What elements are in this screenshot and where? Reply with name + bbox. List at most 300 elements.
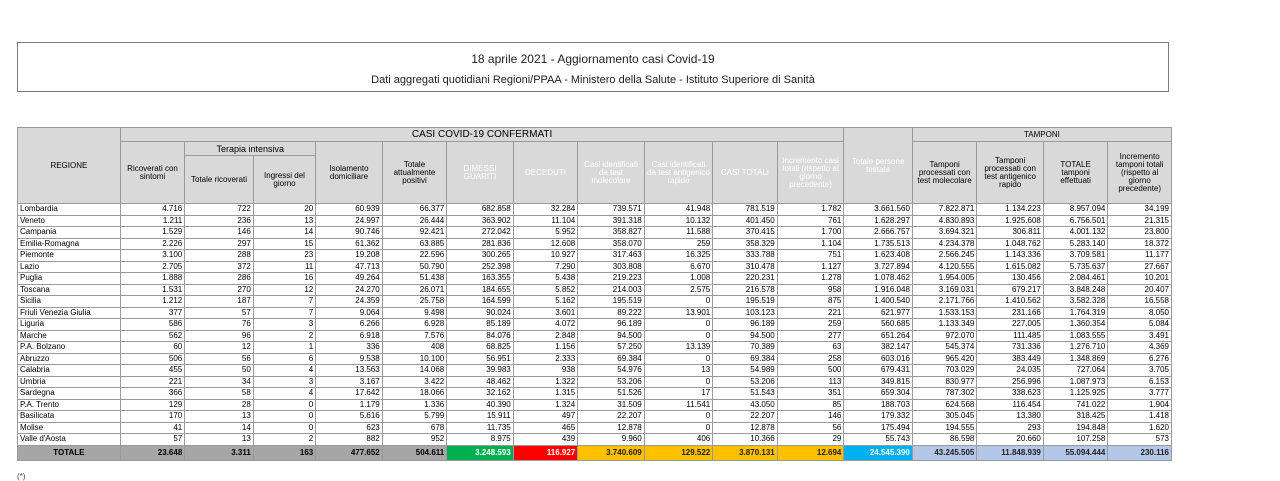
- table-cell: 2.848: [513, 330, 577, 342]
- table-cell: 221: [777, 307, 844, 319]
- table-cell: 3.582.328: [1043, 296, 1107, 308]
- table-cell: 236: [185, 215, 254, 227]
- region-name: Marche: [18, 330, 121, 342]
- table-cell: 14: [253, 227, 315, 239]
- table-cell: 31.509: [578, 399, 645, 411]
- table-cell: 545.374: [912, 342, 976, 354]
- table-cell: 24.359: [316, 296, 383, 308]
- table-cell: 300.265: [447, 250, 514, 262]
- table-row: [18, 330, 1172, 342]
- table-cell: 9.064: [316, 307, 383, 319]
- table-cell: 1.179: [316, 399, 383, 411]
- table-cell: 50: [185, 365, 254, 377]
- table-cell: 2.575: [644, 284, 713, 296]
- table-cell: 682.858: [447, 204, 514, 216]
- region-name: Lazio: [18, 261, 121, 273]
- table-cell: 20.660: [977, 434, 1044, 446]
- table-cell: 3.601: [513, 307, 577, 319]
- table-cell: 6.756.501: [1043, 215, 1107, 227]
- table-cell: 8.975: [447, 434, 514, 446]
- total-cell: 477.652: [316, 445, 383, 460]
- table-cell: 0: [253, 399, 315, 411]
- table-cell: 6.153: [1108, 376, 1172, 388]
- table-cell: 318.425: [1043, 411, 1107, 423]
- table-cell: 349.815: [844, 376, 913, 388]
- table-cell: 5.283.140: [1043, 238, 1107, 250]
- table-cell: 63: [777, 342, 844, 354]
- table-cell: 1.533.153: [912, 307, 976, 319]
- table-cell: 958: [777, 284, 844, 296]
- table-cell: 53.206: [578, 376, 645, 388]
- table-cell: 938: [513, 365, 577, 377]
- total-cell: 12.694: [777, 445, 844, 460]
- table-cell: 57: [185, 307, 254, 319]
- header-persone-testate: Totale persone testate: [844, 128, 913, 204]
- region-name: Veneto: [18, 215, 121, 227]
- table-cell: 219.223: [578, 273, 645, 285]
- table-cell: 51.526: [578, 388, 645, 400]
- table-cell: 170: [120, 411, 184, 423]
- table-cell: 146: [185, 227, 254, 239]
- table-cell: 1.400.540: [844, 296, 913, 308]
- region-name: P.A. Trento: [18, 399, 121, 411]
- table-cell: 952: [382, 434, 446, 446]
- table-cell: 281.836: [447, 238, 514, 250]
- header-tamp-ant: Tamponi processati con test antigenico rapido: [977, 142, 1044, 204]
- region-name: Sardegna: [18, 388, 121, 400]
- table-cell: 34.199: [1108, 204, 1172, 216]
- table-cell: 377: [120, 307, 184, 319]
- table-cell: 22.596: [382, 250, 446, 262]
- table-cell: 4.072: [513, 319, 577, 331]
- table-cell: 26.444: [382, 215, 446, 227]
- table-cell: 107.258: [1043, 434, 1107, 446]
- title-box: [17, 42, 1169, 92]
- table-cell: 4: [253, 388, 315, 400]
- table-cell: 25.758: [382, 296, 446, 308]
- table-cell: 111.485: [977, 330, 1044, 342]
- table-cell: 256.996: [977, 376, 1044, 388]
- region-name: Lombardia: [18, 204, 121, 216]
- covid-data-table: [17, 127, 1172, 461]
- table-cell: 10.366: [713, 434, 777, 446]
- table-cell: 0: [253, 411, 315, 423]
- table-cell: 259: [777, 319, 844, 331]
- table-cell: 370.415: [713, 227, 777, 239]
- table-cell: 13.139: [644, 342, 713, 354]
- table-cell: 363.902: [447, 215, 514, 227]
- table-cell: 270: [185, 284, 254, 296]
- table-cell: 1.782: [777, 204, 844, 216]
- table-body: [18, 204, 1172, 461]
- table-cell: 17: [644, 388, 713, 400]
- table-cell: 19.208: [316, 250, 383, 262]
- table-cell: 188.703: [844, 399, 913, 411]
- table-cell: 465: [513, 422, 577, 434]
- table-cell: 3.661.560: [844, 204, 913, 216]
- table-cell: 573: [1108, 434, 1172, 446]
- table-cell: 1.735.513: [844, 238, 913, 250]
- table-cell: 94.500: [578, 330, 645, 342]
- table-cell: 1.134.223: [977, 204, 1044, 216]
- table-row: [18, 307, 1172, 319]
- table-cell: 195.519: [713, 296, 777, 308]
- table-cell: 24.997: [316, 215, 383, 227]
- table-cell: 358.827: [578, 227, 645, 239]
- table-cell: 333.788: [713, 250, 777, 262]
- total-cell: 129.522: [644, 445, 713, 460]
- table-cell: 11.541: [644, 399, 713, 411]
- table-cell: 34: [185, 376, 254, 388]
- total-cell: 163: [253, 445, 315, 460]
- table-cell: 5.952: [513, 227, 577, 239]
- table-cell: 4.234.378: [912, 238, 976, 250]
- table-cell: 175.494: [844, 422, 913, 434]
- table-cell: 703.029: [912, 365, 976, 377]
- table-cell: 24.270: [316, 284, 383, 296]
- header-deceduti: DECEDUTI: [513, 142, 577, 204]
- table-cell: 406: [644, 434, 713, 446]
- table-cell: 48.462: [447, 376, 514, 388]
- table-cell: 366: [120, 388, 184, 400]
- table-cell: 32.162: [447, 388, 514, 400]
- table-cell: 57.250: [578, 342, 645, 354]
- table-cell: 679.431: [844, 365, 913, 377]
- region-name: Piemonte: [18, 250, 121, 262]
- table-cell: 391.318: [578, 215, 645, 227]
- table-cell: 195.519: [578, 296, 645, 308]
- table-cell: 63.885: [382, 238, 446, 250]
- header-molecolare: Casi identificati da test molecolare: [578, 142, 645, 204]
- table-cell: 227.005: [977, 319, 1044, 331]
- table-cell: 3.705: [1108, 365, 1172, 377]
- table-row: [18, 261, 1172, 273]
- table-cell: 15: [253, 238, 315, 250]
- table-cell: 2: [253, 434, 315, 446]
- table-cell: 60: [120, 342, 184, 354]
- table-cell: 1.143.336: [977, 250, 1044, 262]
- table-cell: 506: [120, 353, 184, 365]
- table-cell: 68.825: [447, 342, 514, 354]
- header-incremento: Incremento casi totali (rispetto al giorno precedente): [777, 142, 844, 204]
- table-cell: 164.599: [447, 296, 514, 308]
- table-cell: 3: [253, 319, 315, 331]
- table-cell: 621.977: [844, 307, 913, 319]
- table-cell: 1.048.762: [977, 238, 1044, 250]
- table-cell: 1.620: [1108, 422, 1172, 434]
- table-cell: 85: [777, 399, 844, 411]
- table-row: [18, 319, 1172, 331]
- table-cell: 3.169.031: [912, 284, 976, 296]
- table-cell: 90.746: [316, 227, 383, 239]
- table-cell: 2.171.766: [912, 296, 976, 308]
- table-cell: 50.790: [382, 261, 446, 273]
- region-name: Liguria: [18, 319, 121, 331]
- table-cell: 1.087.973: [1043, 376, 1107, 388]
- table-cell: 96.189: [578, 319, 645, 331]
- table-cell: 130.456: [977, 273, 1044, 285]
- table-cell: 5.438: [513, 273, 577, 285]
- table-cell: 54.989: [713, 365, 777, 377]
- header-tamp-incr: Incremento tamponi totali (rispetto al giorno precedente): [1108, 142, 1172, 204]
- table-cell: 53.206: [713, 376, 777, 388]
- table-cell: 11.588: [644, 227, 713, 239]
- table-cell: 5.735.637: [1043, 261, 1107, 273]
- total-cell: 3.740.609: [578, 445, 645, 460]
- table-cell: 51.543: [713, 388, 777, 400]
- table-cell: 401.450: [713, 215, 777, 227]
- total-cell: 3.870.131: [713, 445, 777, 460]
- table-cell: 305.045: [912, 411, 976, 423]
- table-cell: 13: [644, 365, 713, 377]
- table-cell: 297: [185, 238, 254, 250]
- table-cell: 12: [253, 284, 315, 296]
- table-cell: 3.777: [1108, 388, 1172, 400]
- header-ti-ingressi: Ingressi del giorno: [253, 156, 315, 204]
- table-cell: 57: [120, 434, 184, 446]
- header-ti-totale: Totale ricoverati: [185, 156, 254, 204]
- table-cell: 258: [777, 353, 844, 365]
- table-cell: 13: [253, 215, 315, 227]
- table-cell: 61.362: [316, 238, 383, 250]
- table-cell: 1.104: [777, 238, 844, 250]
- table-row: [18, 342, 1172, 354]
- table-cell: 216.578: [713, 284, 777, 296]
- table-cell: 2.226: [120, 238, 184, 250]
- table-cell: 18.372: [1108, 238, 1172, 250]
- table-cell: 84.076: [447, 330, 514, 342]
- table-cell: 20.407: [1108, 284, 1172, 296]
- table-cell: 2: [253, 330, 315, 342]
- header-regione: REGIONE: [18, 128, 121, 204]
- table-cell: 1.954.005: [912, 273, 976, 285]
- table-cell: 1.083.555: [1043, 330, 1107, 342]
- total-cell: 3.311: [185, 445, 254, 460]
- table-cell: 11: [253, 261, 315, 273]
- report-subtitle: Dati aggregati quotidiani Regioni/PPAA - Ministero della Salute - Istituto Superiore di Sanità: [371, 74, 815, 86]
- table-cell: 286: [185, 273, 254, 285]
- table-cell: 4.716: [120, 204, 184, 216]
- table-cell: 16.558: [1108, 296, 1172, 308]
- table-cell: 372: [185, 261, 254, 273]
- table-row: [18, 411, 1172, 423]
- table-cell: 0: [644, 330, 713, 342]
- total-cell: 24.545.390: [844, 445, 913, 460]
- table-cell: 310.478: [713, 261, 777, 273]
- table-cell: 12.608: [513, 238, 577, 250]
- table-cell: 358.329: [713, 238, 777, 250]
- table-cell: 5.162: [513, 296, 577, 308]
- table-cell: 214.003: [578, 284, 645, 296]
- table-cell: 55.743: [844, 434, 913, 446]
- table-cell: 338.623: [977, 388, 1044, 400]
- region-name: P.A. Bolzano: [18, 342, 121, 354]
- table-cell: 17.642: [316, 388, 383, 400]
- table-cell: 741.022: [1043, 399, 1107, 411]
- table-row: [18, 296, 1172, 308]
- table-cell: 1.628.297: [844, 215, 913, 227]
- header-dimessi: DIMESSI GUARITI: [447, 142, 514, 204]
- table-cell: 0: [644, 411, 713, 423]
- table-cell: 306.811: [977, 227, 1044, 239]
- table-cell: 13.901: [644, 307, 713, 319]
- table-cell: 0: [644, 296, 713, 308]
- table-cell: 58: [185, 388, 254, 400]
- table-cell: 5.852: [513, 284, 577, 296]
- region-name: Umbria: [18, 376, 121, 388]
- table-cell: 2.566.245: [912, 250, 976, 262]
- table-cell: 1.156: [513, 342, 577, 354]
- table-cell: 221: [120, 376, 184, 388]
- table-cell: 408: [382, 342, 446, 354]
- table-cell: 455: [120, 365, 184, 377]
- header-tamp-tot: TOTALE tamponi effettuati: [1043, 142, 1107, 204]
- table-cell: 1: [253, 342, 315, 354]
- table-cell: 5.616: [316, 411, 383, 423]
- table-cell: 6.266: [316, 319, 383, 331]
- table-cell: 317.463: [578, 250, 645, 262]
- table-cell: 103.123: [713, 307, 777, 319]
- table-cell: 47.713: [316, 261, 383, 273]
- table-cell: 13.380: [977, 411, 1044, 423]
- total-cell: 3.248.593: [447, 445, 514, 460]
- table-cell: 603.016: [844, 353, 913, 365]
- table-cell: 1.925.608: [977, 215, 1044, 227]
- table-cell: 194.848: [1043, 422, 1107, 434]
- table-cell: 303.808: [578, 261, 645, 273]
- table-cell: 727.064: [1043, 365, 1107, 377]
- table-cell: 3.100: [120, 250, 184, 262]
- table-cell: 1.278: [777, 273, 844, 285]
- table-row: [18, 422, 1172, 434]
- header-casi-group: CASI COVID-19 CONFERMATI: [120, 128, 844, 142]
- table-cell: 3.727.894: [844, 261, 913, 273]
- total-row: [18, 445, 1172, 460]
- table-cell: 69.384: [578, 353, 645, 365]
- table-cell: 21.315: [1108, 215, 1172, 227]
- table-cell: 56.951: [447, 353, 514, 365]
- table-cell: 623: [316, 422, 383, 434]
- table-cell: 22.207: [578, 411, 645, 423]
- table-row: [18, 204, 1172, 216]
- header-attuali: Totale attualmente positivi: [382, 142, 446, 204]
- table-cell: 11.735: [447, 422, 514, 434]
- table-cell: 1.078.462: [844, 273, 913, 285]
- table-cell: 66.377: [382, 204, 446, 216]
- table-cell: 56: [777, 422, 844, 434]
- table-cell: 13.563: [316, 365, 383, 377]
- table-cell: 3.694.321: [912, 227, 976, 239]
- table-cell: 89.222: [578, 307, 645, 319]
- table-cell: 26.071: [382, 284, 446, 296]
- region-name: Campania: [18, 227, 121, 239]
- table-cell: 2.084.461: [1043, 273, 1107, 285]
- table-cell: 96: [185, 330, 254, 342]
- table-cell: 4.369: [1108, 342, 1172, 354]
- table-cell: 20: [253, 204, 315, 216]
- table-row: [18, 238, 1172, 250]
- table-cell: 41.948: [644, 204, 713, 216]
- table-cell: 0: [253, 422, 315, 434]
- table-cell: 51.438: [382, 273, 446, 285]
- table-cell: 1.133.349: [912, 319, 976, 331]
- table-cell: 965.420: [912, 353, 976, 365]
- table-cell: 731.336: [977, 342, 1044, 354]
- table-cell: 129: [120, 399, 184, 411]
- table-cell: 882: [316, 434, 383, 446]
- table-cell: 0: [644, 319, 713, 331]
- table-cell: 1.916.048: [844, 284, 913, 296]
- region-name: Basilicata: [18, 411, 121, 423]
- table-cell: 586: [120, 319, 184, 331]
- header-isolamento: Isolamento domiciliare: [316, 142, 383, 204]
- region-name: Valle d'Aosta: [18, 434, 121, 446]
- total-label: TOTALE: [18, 445, 121, 460]
- header-casi-totali: CASI TOTALI: [713, 142, 777, 204]
- table-cell: 7: [253, 307, 315, 319]
- table-cell: 651.264: [844, 330, 913, 342]
- table-row: [18, 376, 1172, 388]
- table-row: [18, 365, 1172, 377]
- table-cell: 1.904: [1108, 399, 1172, 411]
- table-cell: 3.491: [1108, 330, 1172, 342]
- report-title: 18 aprile 2021 - Aggiornamento casi Covid-19: [471, 52, 715, 66]
- table-cell: 113: [777, 376, 844, 388]
- table-cell: 1.212: [120, 296, 184, 308]
- table-cell: 16.325: [644, 250, 713, 262]
- table-cell: 23.800: [1108, 227, 1172, 239]
- table-cell: 4.830.893: [912, 215, 976, 227]
- table-cell: 231.166: [977, 307, 1044, 319]
- table-row: [18, 227, 1172, 239]
- table-cell: 4: [253, 365, 315, 377]
- table-cell: 11.104: [513, 215, 577, 227]
- table-cell: 1.529: [120, 227, 184, 239]
- table-cell: 14.068: [382, 365, 446, 377]
- header-ricoverati: Ricoverati con sintomi: [120, 142, 184, 204]
- table-cell: 6: [253, 353, 315, 365]
- table-cell: 1.410.562: [977, 296, 1044, 308]
- table-cell: 351: [777, 388, 844, 400]
- table-cell: 252.398: [447, 261, 514, 273]
- table-cell: 5.799: [382, 411, 446, 423]
- table-cell: 830.977: [912, 376, 976, 388]
- table-cell: 6.928: [382, 319, 446, 331]
- table-cell: 1.531: [120, 284, 184, 296]
- total-cell: 55.094.444: [1043, 445, 1107, 460]
- region-name: Puglia: [18, 273, 121, 285]
- table-cell: 722: [185, 204, 254, 216]
- table-cell: 875: [777, 296, 844, 308]
- table-cell: 0: [644, 376, 713, 388]
- table-cell: 28: [185, 399, 254, 411]
- region-name: Friuli Venezia Giulia: [18, 307, 121, 319]
- table-cell: 8.957.094: [1043, 204, 1107, 216]
- table-cell: 184.655: [447, 284, 514, 296]
- table-cell: 85.189: [447, 319, 514, 331]
- table-cell: 1.360.354: [1043, 319, 1107, 331]
- table-cell: 0: [644, 422, 713, 434]
- table-cell: 29: [777, 434, 844, 446]
- table-cell: 54.976: [578, 365, 645, 377]
- table-cell: 972.070: [912, 330, 976, 342]
- table-cell: 781.519: [713, 204, 777, 216]
- table-cell: 1.324: [513, 399, 577, 411]
- table-row: [18, 353, 1172, 365]
- table-cell: 70.389: [713, 342, 777, 354]
- table-cell: 336: [316, 342, 383, 354]
- table-cell: 13: [185, 411, 254, 423]
